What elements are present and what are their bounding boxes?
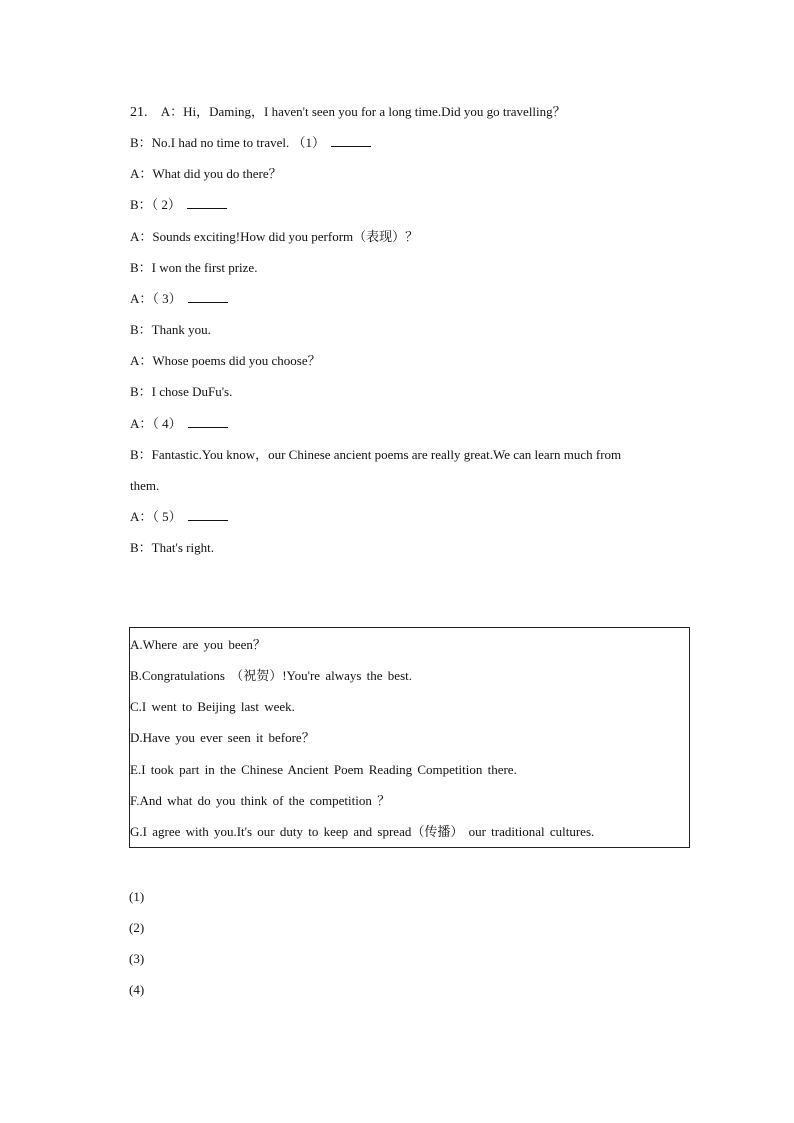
dialogue-line-6 [130, 260, 257, 276]
option-b: B.Congratulations （祝贺）!You're always the best. [130, 668, 412, 683]
dialogue-text: B：No.I had no time to travel. （1） [130, 135, 325, 150]
dialogue-line-15 [130, 540, 214, 556]
answer-blank-3[interactable] [188, 291, 228, 303]
answer-label-1: (1) [129, 889, 145, 904]
dialogue-text: A：Hi，Daming，I haven't seen you for a long time.Did you go travelling？ [160, 104, 566, 119]
dialogue-line-1 [130, 104, 566, 120]
dialogue-line-5 [130, 229, 418, 245]
answer-label-2: (2) [129, 920, 145, 935]
dialogue-text: B：（ 2） [130, 197, 181, 212]
dialogue-line-12 [130, 447, 621, 463]
dialogue-text: A：（ 4） [130, 416, 182, 431]
option-f: F.And what do you think of the competition ？ [130, 793, 391, 808]
dialogue-line-8 [130, 322, 211, 338]
dialogue-line-14 [130, 509, 228, 525]
dialogue-text: them. [130, 478, 160, 493]
dialogue-line-7 [130, 291, 228, 307]
dialogue-text: A：（ 3） [130, 291, 182, 306]
dialogue-line-9 [130, 353, 321, 369]
options-box [129, 627, 690, 848]
dialogue-line-3 [130, 166, 282, 182]
option-a: A.Where are you been？ [130, 637, 266, 652]
dialogue-text: B：Fantastic.You know，our Chinese ancient poems are really great.We can learn much from [130, 447, 622, 462]
dialogue-line-13 [130, 478, 159, 494]
answer-blank-4[interactable] [188, 416, 228, 428]
option-g: G.I agree with you.It's our duty to keep and spread（传播） our traditional cultures. [130, 824, 595, 839]
answer-blank-2[interactable] [187, 197, 227, 209]
dialogue-text: A：Sounds exciting!How did you perform（表现）？ [130, 229, 419, 244]
dialogue-text: B：I won the first prize. [130, 260, 258, 275]
dialogue-text: A：What did you do there？ [130, 166, 282, 181]
option-d: D.Have you ever seen it before？ [130, 730, 315, 745]
answer-label-4: (4) [129, 982, 145, 997]
dialogue-line-11 [130, 416, 228, 432]
answer-blank-5[interactable] [188, 509, 228, 521]
dialogue-line-4 [130, 197, 227, 213]
option-e: E.I took part in the Chinese Ancient Poem Reading Competition there. [130, 762, 517, 777]
dialogue-text: A：（ 5） [130, 509, 182, 524]
question-number: 21. [130, 105, 148, 120]
dialogue-text: B：That's right. [130, 540, 214, 555]
option-c: C.I went to Beijing last week. [130, 699, 295, 714]
dialogue-text: B：Thank you. [130, 322, 211, 337]
answer-blank-1[interactable] [331, 135, 371, 147]
answer-label-3: (3) [129, 951, 145, 966]
dialogue-text: A：Whose poems did you choose？ [130, 353, 321, 368]
dialogue-text: B：I chose DuFu's. [130, 384, 233, 399]
dialogue-line-2 [130, 135, 371, 151]
dialogue-line-10 [130, 384, 232, 400]
